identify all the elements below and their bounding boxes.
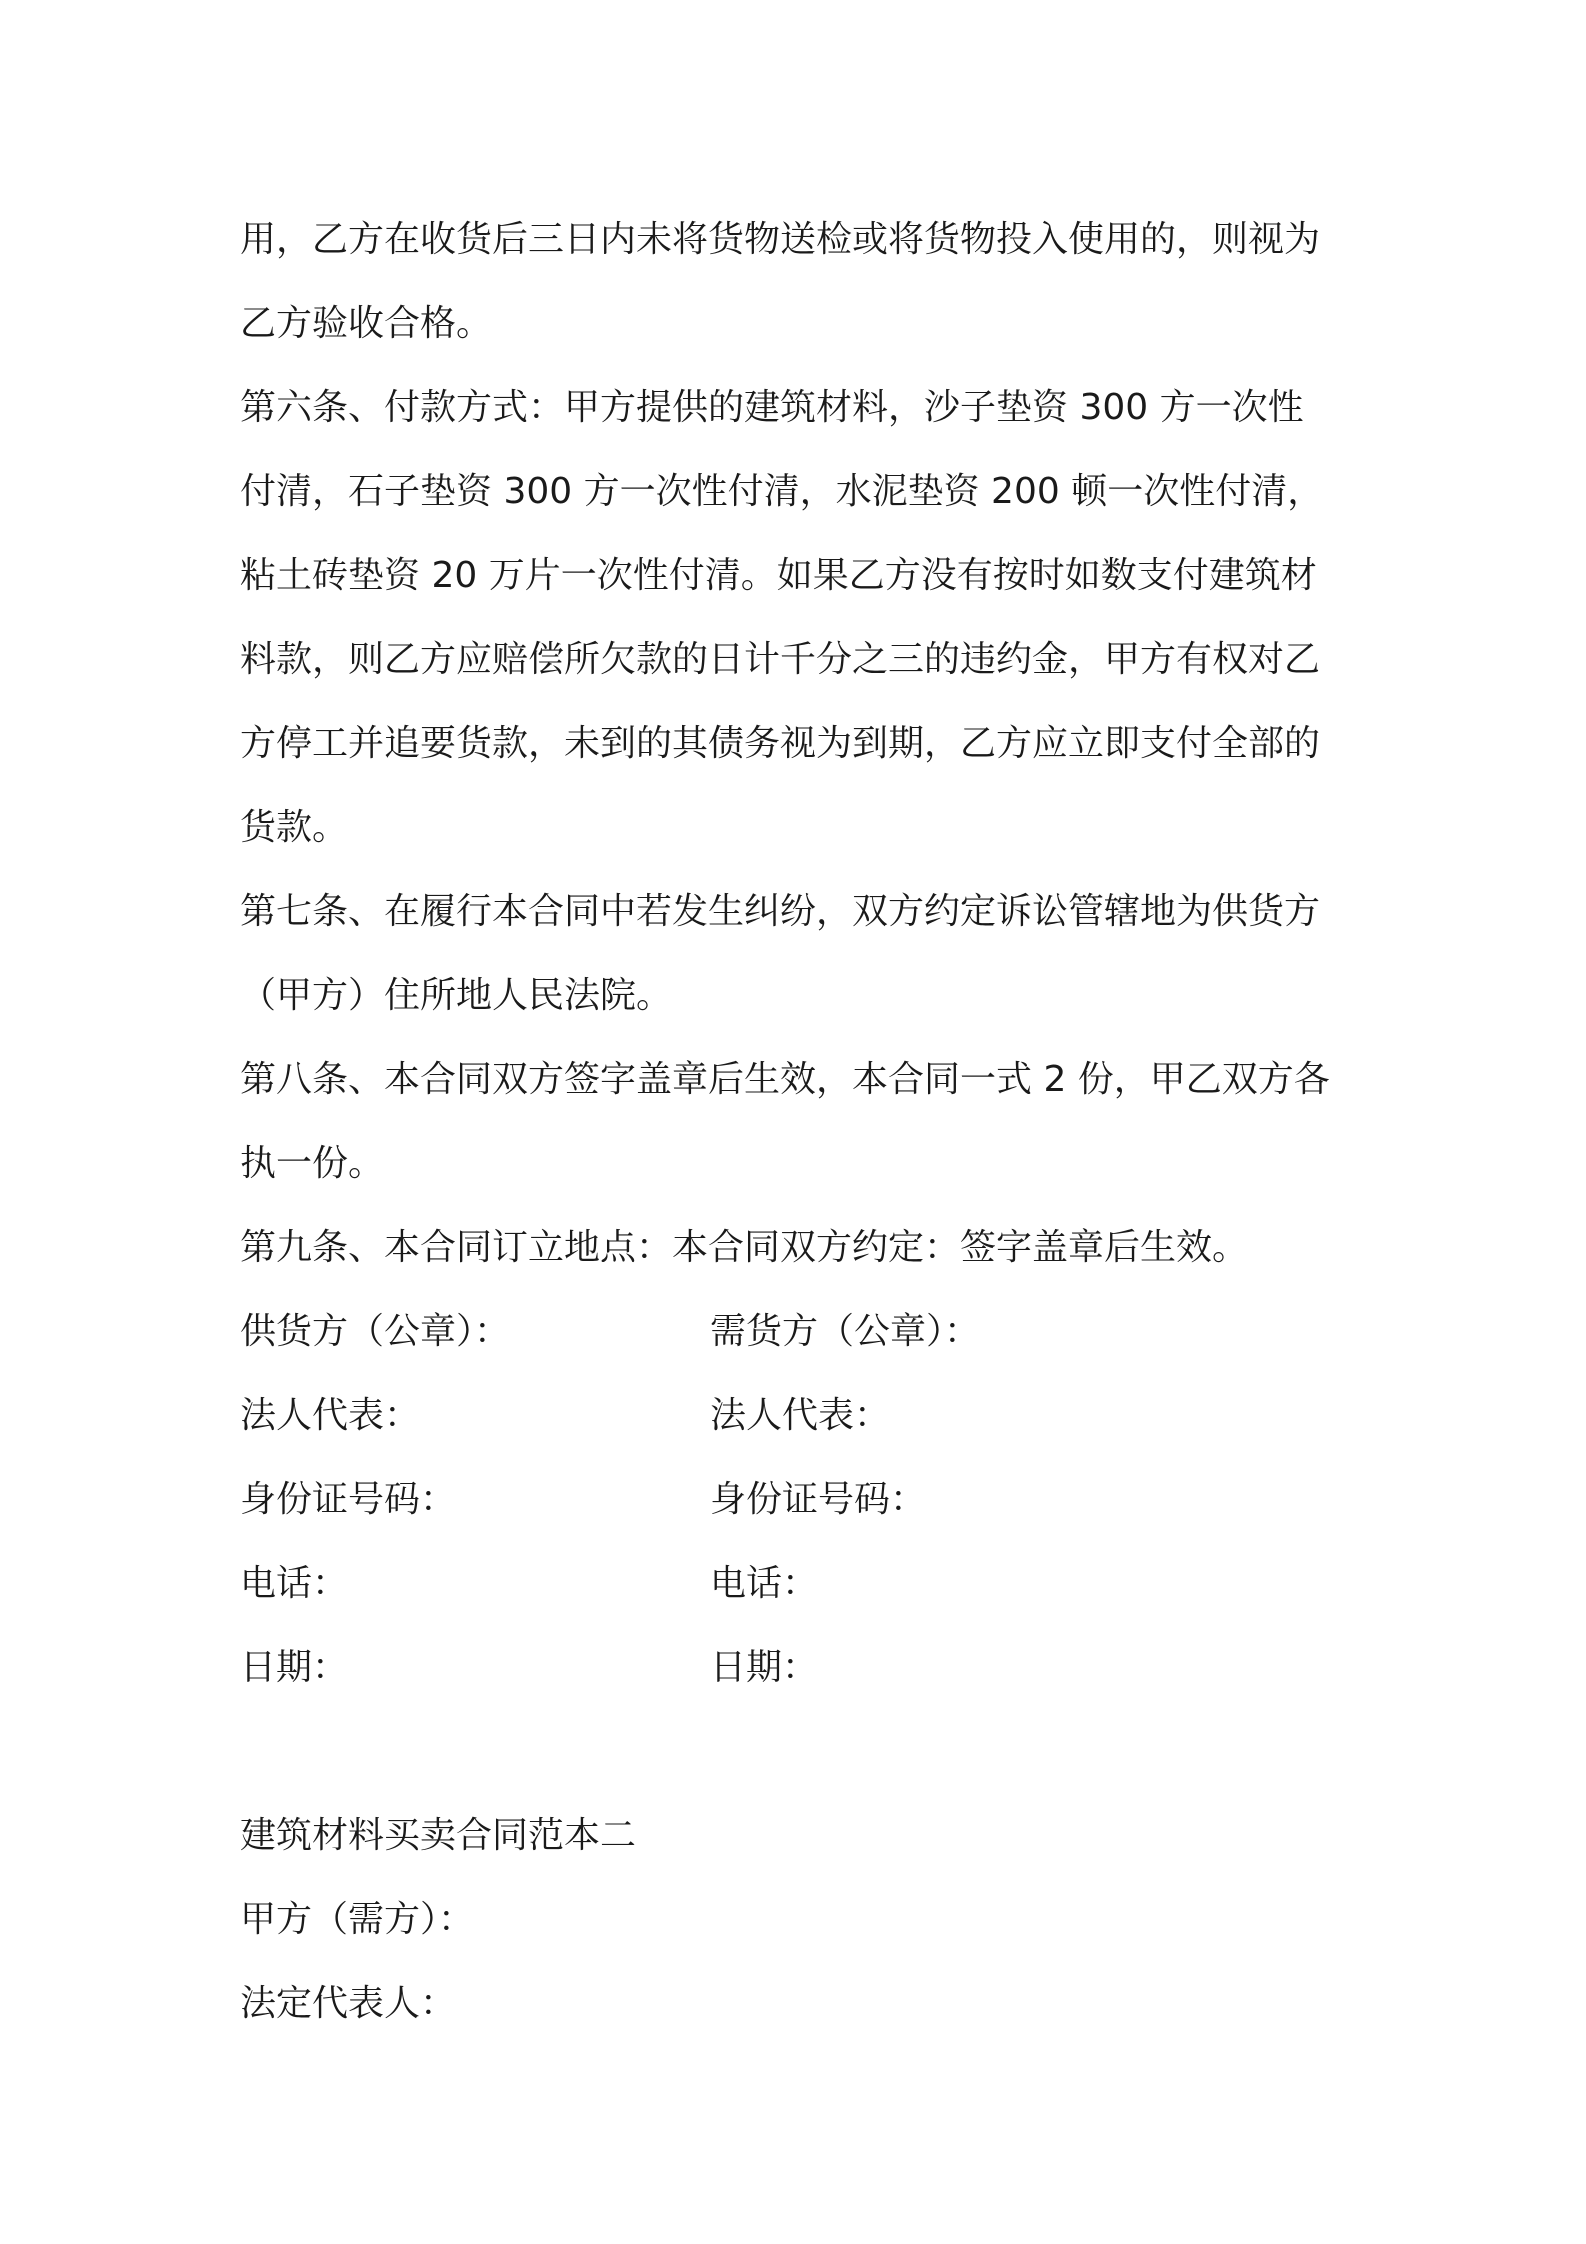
document-body xyxy=(240,198,1360,2046)
supplier-rep-label: 法人代表： xyxy=(240,1395,421,1436)
supplier-phone-label: 电话： xyxy=(240,1563,349,1604)
buyer-seal-label: 需货方（公章）： xyxy=(710,1311,981,1352)
party-a-field xyxy=(240,1878,1360,1962)
legal-rep-label: 法定代表人： xyxy=(240,1983,457,2024)
party-a-label: 甲方（需方）： xyxy=(240,1899,475,1940)
supplier-id-label: 身份证号码： xyxy=(240,1479,457,1520)
text-line: 乙方验收合格。 xyxy=(240,303,493,344)
text-line: 第七条、在履行本合同中若发生纠纷，双方约定诉讼管辖地为供货方 xyxy=(240,891,1321,932)
text-line: 粘土砖垫资 20 万片一次性付清。如果乙方没有按时如数支付建筑材 xyxy=(240,555,1317,596)
text-line: 第九条、本合同订立地点：本合同双方约定：签字盖章后生效。 xyxy=(240,1227,1249,1268)
buyer-phone-label: 电话： xyxy=(710,1563,819,1604)
text-line: 货款。 xyxy=(240,807,349,848)
section-title: 建筑材料买卖合同范本二 xyxy=(240,1815,637,1856)
text-line: （甲方）住所地人民法院。 xyxy=(240,975,673,1016)
supplier-date-label: 日期： xyxy=(240,1647,349,1688)
clause-8 xyxy=(240,1038,1360,1206)
text-line: 付清，石子垫资 300 方一次性付清，水泥垫资 200 顿一次性付清， xyxy=(240,471,1324,512)
clause-7 xyxy=(240,870,1360,1038)
signature-row-rep xyxy=(240,1374,1360,1458)
text-line: 方停工并追要货款，未到的其债务视为到期，乙方应立即支付全部的 xyxy=(240,723,1321,764)
buyer-id-label: 身份证号码： xyxy=(710,1479,927,1520)
text-line: 料款，则乙方应赔偿所欠款的日计千分之三的违约金，甲方有权对乙 xyxy=(240,639,1321,680)
buyer-date-label: 日期： xyxy=(710,1647,819,1688)
text-line: 执一份。 xyxy=(240,1143,385,1184)
text-line: 用，乙方在收货后三日内未将货物送检或将货物投入使用的，则视为 xyxy=(240,219,1321,260)
section-gap xyxy=(240,1710,1360,1794)
legal-rep-field xyxy=(240,1962,1360,2046)
clause-6 xyxy=(240,366,1360,870)
text-line: 第六条、付款方式：甲方提供的建筑材料，沙子垫资 300 方一次性 xyxy=(240,387,1304,428)
signature-block xyxy=(240,1290,1360,1710)
text-line: 第八条、本合同双方签字盖章后生效，本合同一式 2 份，甲乙双方各 xyxy=(240,1059,1330,1100)
signature-row-date xyxy=(240,1626,1360,1710)
supplier-seal-label: 供货方（公章）： xyxy=(240,1311,511,1352)
clause-5-tail xyxy=(240,198,1360,366)
signature-row-phone xyxy=(240,1542,1360,1626)
signature-row-seal xyxy=(240,1290,1360,1374)
buyer-rep-label: 法人代表： xyxy=(710,1395,891,1436)
signature-row-id xyxy=(240,1458,1360,1542)
second-contract-title xyxy=(240,1794,1360,1878)
clause-9 xyxy=(240,1206,1360,1290)
